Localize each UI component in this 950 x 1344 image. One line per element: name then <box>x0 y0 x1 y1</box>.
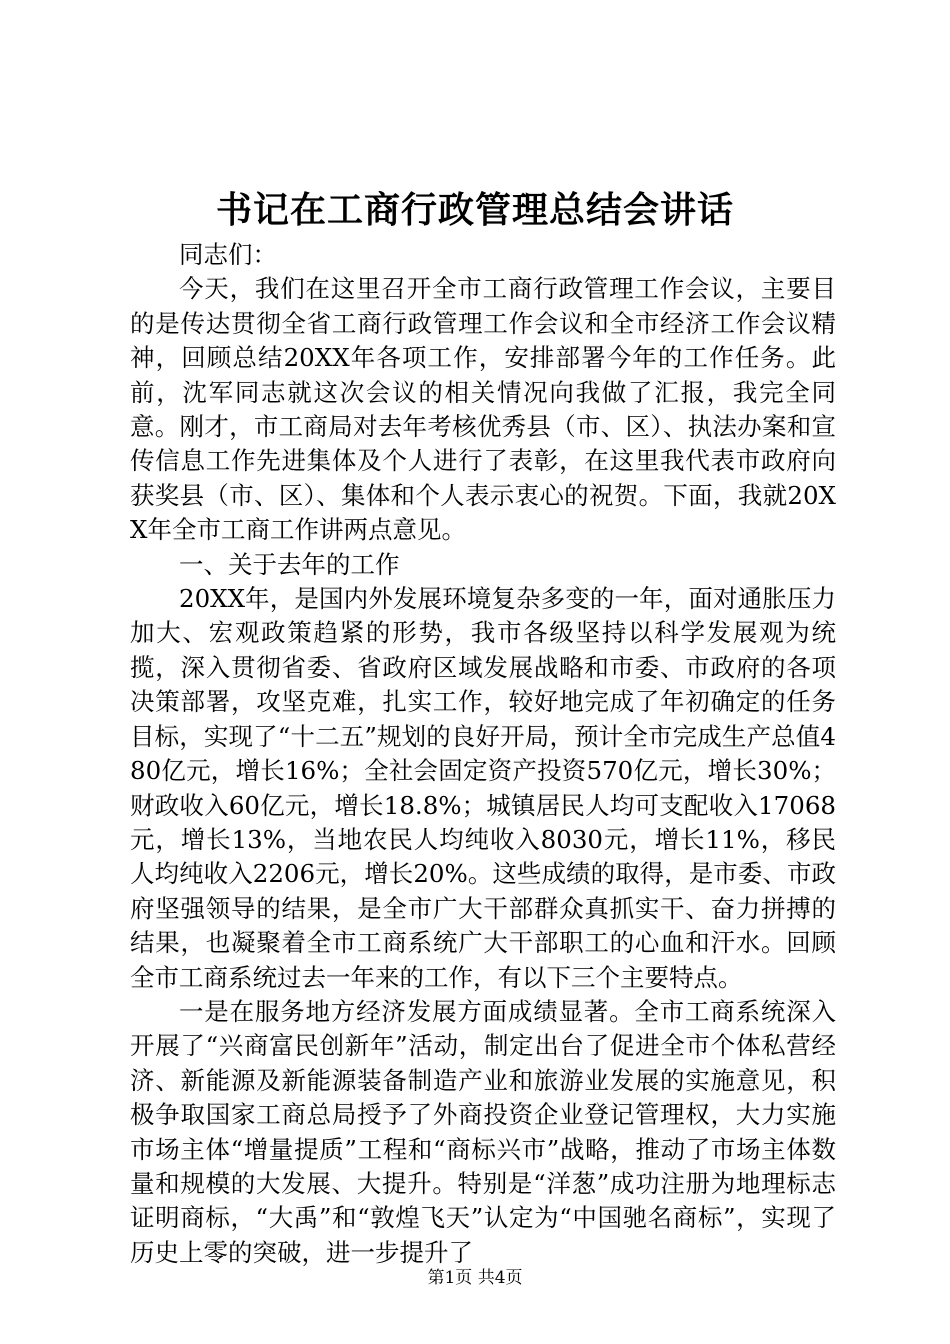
intro-paragraph: 今天，我们在这里召开全市工商行政管理工作会议，主要目的是传达贯彻全省工商行政管理工作会议和全市经济工作会议精神，回顾总结20XX年各项工作，安排部署今年的工作任务。此前，沈军同志就这次会议的相关情况向我做了汇报，我完全同意。刚才，市工商局对去年考核优秀县（市、区）、执法办案和宣传信息工作先进集体及个人进行了表彰，在这里我代表市政府向获奖县（市、区）、集体和个人表示衷心的祝贺。下面，我就20XX年全市工商工作讲两点意见。 <box>130 274 836 545</box>
salutation-paragraph: 同志们： <box>179 240 277 269</box>
section-heading: 一、关于去年的工作 <box>179 549 400 579</box>
page-footer: 第1页 共4页 <box>427 1268 523 1288</box>
document-title: 书记在工商行政管理总结会讲话 <box>215 189 734 231</box>
document-body <box>130 238 836 1270</box>
feature-one-paragraph: 一是在服务地方经济发展方面成绩显著。全市工商系统深入开展了“兴商富民创新年”活动，制定出台了促进全市个体私营经济、新能源及新能源装备制造产业和旅游业发展的实施意见，积极争取国家工商总局授予了外商投资企业登记管理权，大力实施市场主体“增量提质”工程和“商标兴市”战略，推动了市场主体数量和规模的大发展、大提升。特别是“洋葱”成功注册为地理标志证明商标，“大禹”和“敦煌飞天”认定为“中国驰名商标”，实现了历史上零的突破，进一步提升了 <box>130 996 836 1267</box>
review-paragraph: 20XX年，是国内外发展环境复杂多变的一年，面对通胀压力加大、宏观政策趋紧的形势，我市各级坚持以科学发展观为统揽，深入贯彻省委、省政府区域发展战略和市委、市政府的各项决策部署，攻坚克难，扎实工作，较好地完成了年初确定的任务目标，实现了“十二五”规划的良好开局，预计全市完成生产总值480亿元，增长16%；全社会固定资产投资570亿元，增长30%；财政收入60亿元，增长18.8%；城镇居民人均可支配收入17068元，增长13%，当地农民人均纯收入8030元，增长11%，移民人均纯收入2206元，增长20%。这些成绩的取得，是市委、市政府坚强领导的结果，是全市广大干部群众真抓实干、奋力拼搏的结果，也凝聚着全市工商系统广大干部职工的心血和汗水。回顾全市工商系统过去一年来的工作，有以下三个主要特点。 <box>130 584 836 992</box>
